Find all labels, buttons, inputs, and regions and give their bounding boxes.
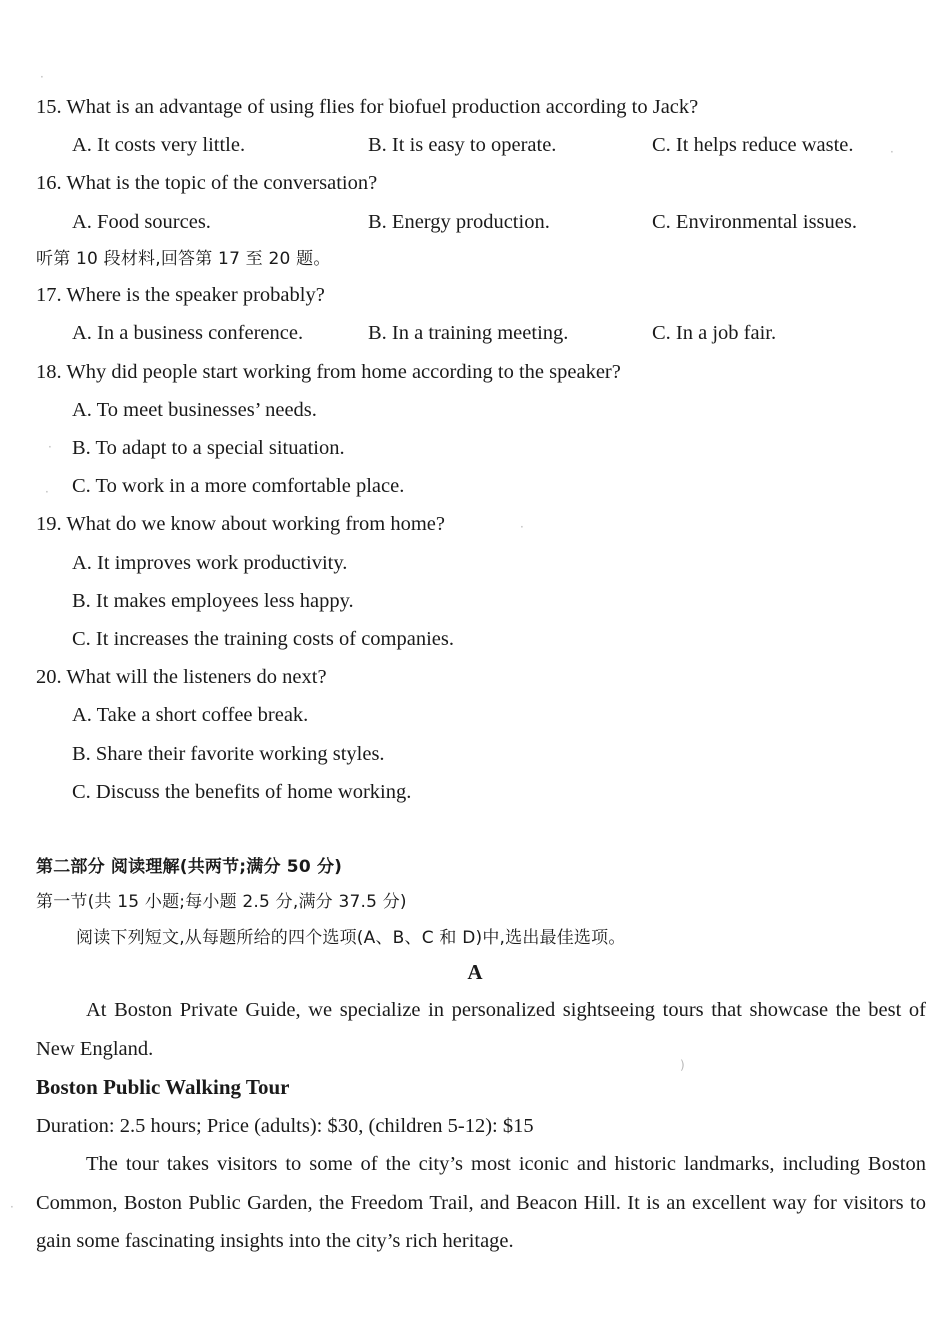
question-15-option-b: B. It is easy to operate. (368, 134, 557, 156)
passage-intro: At Boston Private Guide, we specialize in personalized sightseeing tours that showcase the best of New England. (36, 999, 926, 1060)
question-16-option-a: A. Food sources. (72, 211, 211, 233)
question-15-option-a: A. It costs very little. (72, 134, 246, 156)
question-18-option-b: B. To adapt to a special situation. (72, 437, 345, 459)
question-19-option-c: C. It increases the training costs of companies. (72, 628, 454, 650)
scan-speck: · (520, 520, 524, 534)
scan-speck: · (45, 485, 49, 499)
question-15-option-c: C. It helps reduce waste. (652, 134, 854, 156)
question-19-option-a: A. It improves work productivity. (72, 552, 348, 574)
question-20-option-a: A. Take a short coffee break. (72, 704, 309, 726)
question-18-option-c: C. To work in a more comfortable place. (72, 475, 405, 497)
question-19-option-b: B. It makes employees less happy. (72, 590, 354, 612)
reading-instruction: 阅读下列短文,从每题所给的四个选项(A、B、C 和 D)中,选出最佳选项。 (76, 928, 626, 948)
question-16-option-c: C. Environmental issues. (652, 211, 857, 233)
listening-instruction: 听第 10 段材料,回答第 17 至 20 题。 (36, 249, 331, 269)
question-17-stem: 17. Where is the speaker probably? (36, 284, 325, 306)
question-15-stem: 15. What is an advantage of using flies for biofuel production according to Jack? (36, 96, 699, 118)
question-17-option-a: A. In a business conference. (72, 322, 304, 344)
question-18-stem: 18. Why did people start working from home according to the speaker? (36, 361, 621, 383)
question-17-option-c: C. In a job fair. (652, 322, 777, 344)
tour-title: Boston Public Walking Tour (36, 1075, 290, 1099)
part-two-title: 第二部分 阅读理解(共两节;满分 50 分) (36, 857, 343, 877)
tour-description: The tour takes visitors to some of the city’s most iconic and historic landmarks, including Boston Common, Boston Public Garden, the Freedom Trail, and Beacon Hill. It is an excellent way for visitors to gain some fascinating insights into the city’s rich heritage. (36, 1153, 926, 1252)
question-16-option-b: B. Energy production. (368, 211, 550, 233)
question-20-option-b: B. Share their favorite working styles. (72, 743, 385, 765)
scan-speck: · (48, 440, 52, 454)
question-16-stem: 16. What is the topic of the conversation? (36, 172, 378, 194)
scan-speck: · (10, 1200, 14, 1214)
question-20-stem: 20. What will the listeners do next? (36, 666, 327, 688)
question-17-option-b: B. In a training meeting. (368, 322, 569, 344)
scan-speck: ) (680, 1058, 685, 1072)
scan-speck: · (40, 70, 44, 84)
question-19-stem: 19. What do we know about working from home? (36, 513, 445, 535)
scan-speck: · (890, 145, 894, 159)
section-one-title: 第一节(共 15 小题;每小题 2.5 分,满分 37.5 分) (36, 892, 407, 912)
question-20-option-c: C. Discuss the benefits of home working. (72, 781, 412, 803)
passage-label: A (467, 960, 483, 984)
tour-details: Duration: 2.5 hours; Price (adults): $30, (children 5-12): $15 (36, 1115, 534, 1137)
question-18-option-a: A. To meet businesses’ needs. (72, 399, 317, 421)
